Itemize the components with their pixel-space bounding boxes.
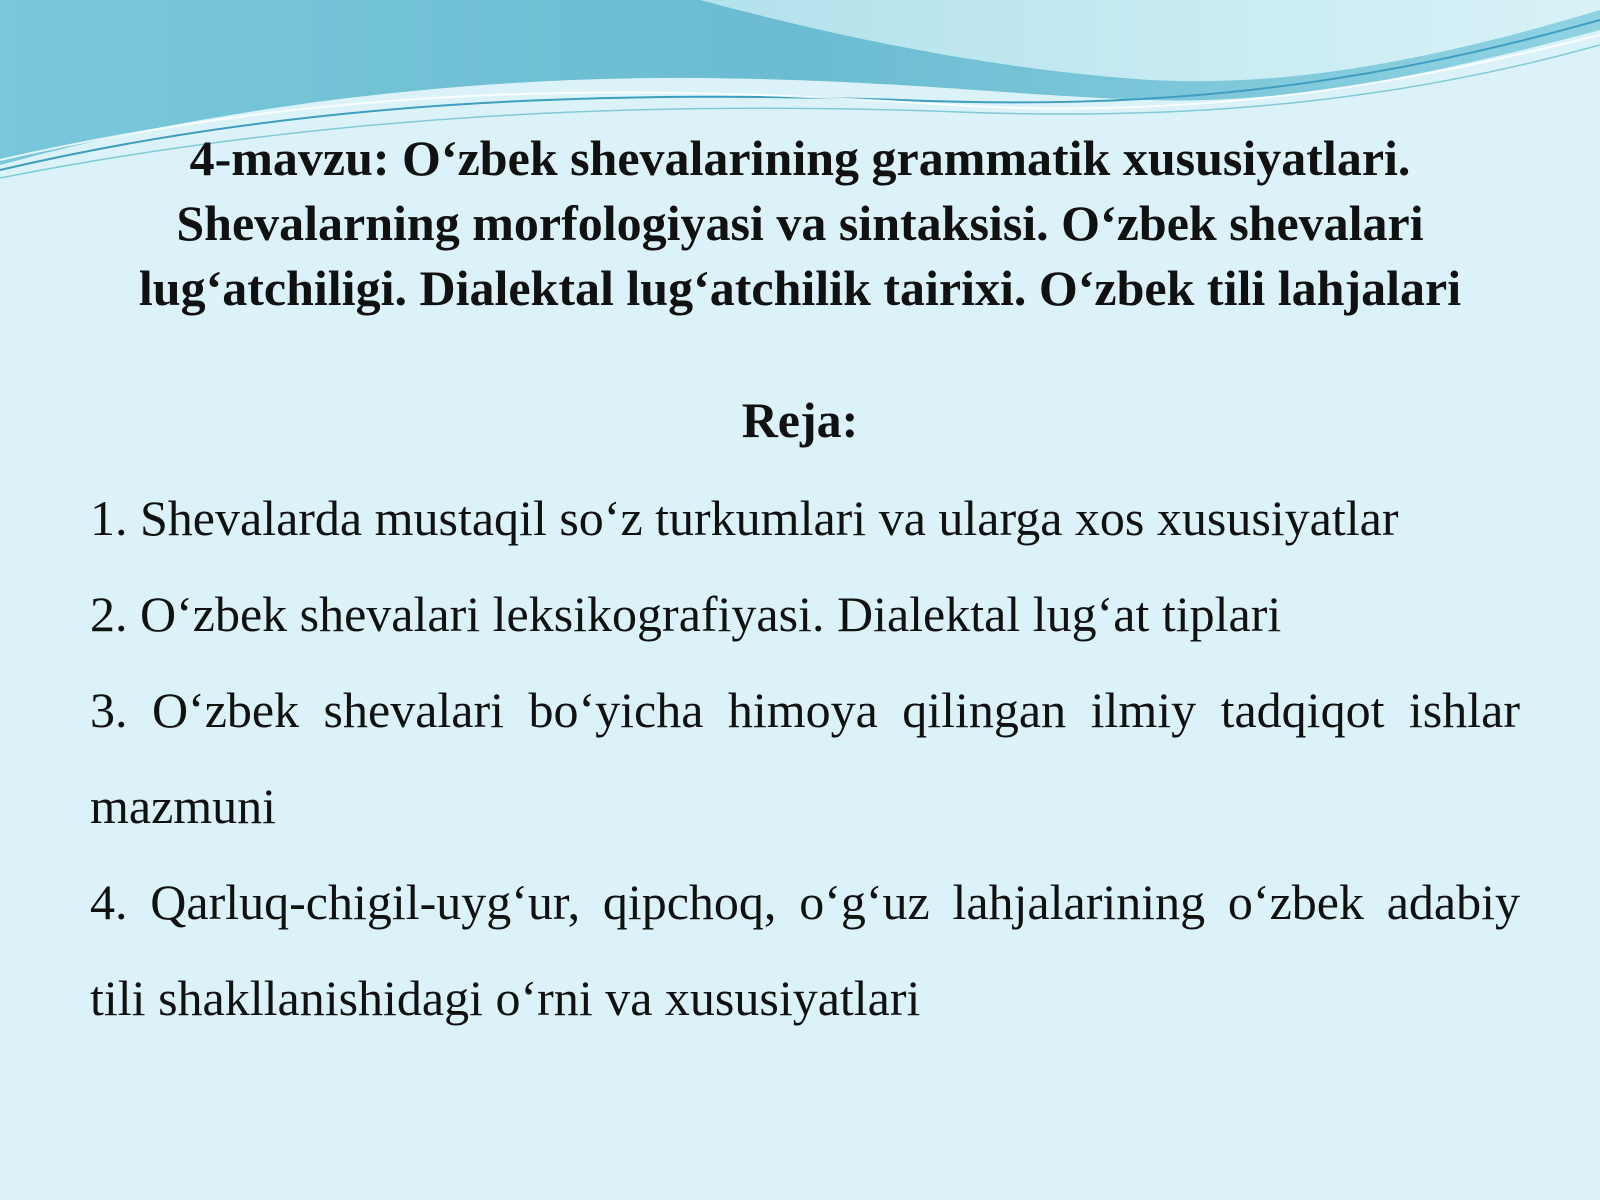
slide-title xyxy=(90,126,1510,321)
plan-item: 4. Qarluq-chigil-uyg‘ur, qipchoq, o‘g‘uz lahjalarining o‘zbek adabiy tili shakllanishidagi o‘rni va xususiyatlari xyxy=(90,874,1520,1026)
title-line: lug‘atchiligi. Dialektal lug‘atchilik tairixi. O‘zbek tili lahjalari xyxy=(138,260,1462,316)
plan-item: 1. Shevalarda mustaqil so‘z turkumlari va ularga xos xususiyatlar xyxy=(90,490,1399,546)
plan-item: 3. O‘zbek shevalari bo‘yicha himoya qilingan ilmiy tadqiqot ishlar mazmuni xyxy=(90,682,1520,834)
title-line: 4-mavzu: O‘zbek shevalarining grammatik xususiyatlari. xyxy=(189,130,1411,186)
title-line: Shevalarning morfologiyasi va sintaksisi. O‘zbek shevalari xyxy=(176,195,1424,251)
plan-item: 2. O‘zbek shevalari leksikografiyasi. Dialektal lug‘at tiplari xyxy=(90,586,1282,642)
plan-list xyxy=(90,470,1520,1046)
plan-heading: Reja: xyxy=(741,392,859,448)
